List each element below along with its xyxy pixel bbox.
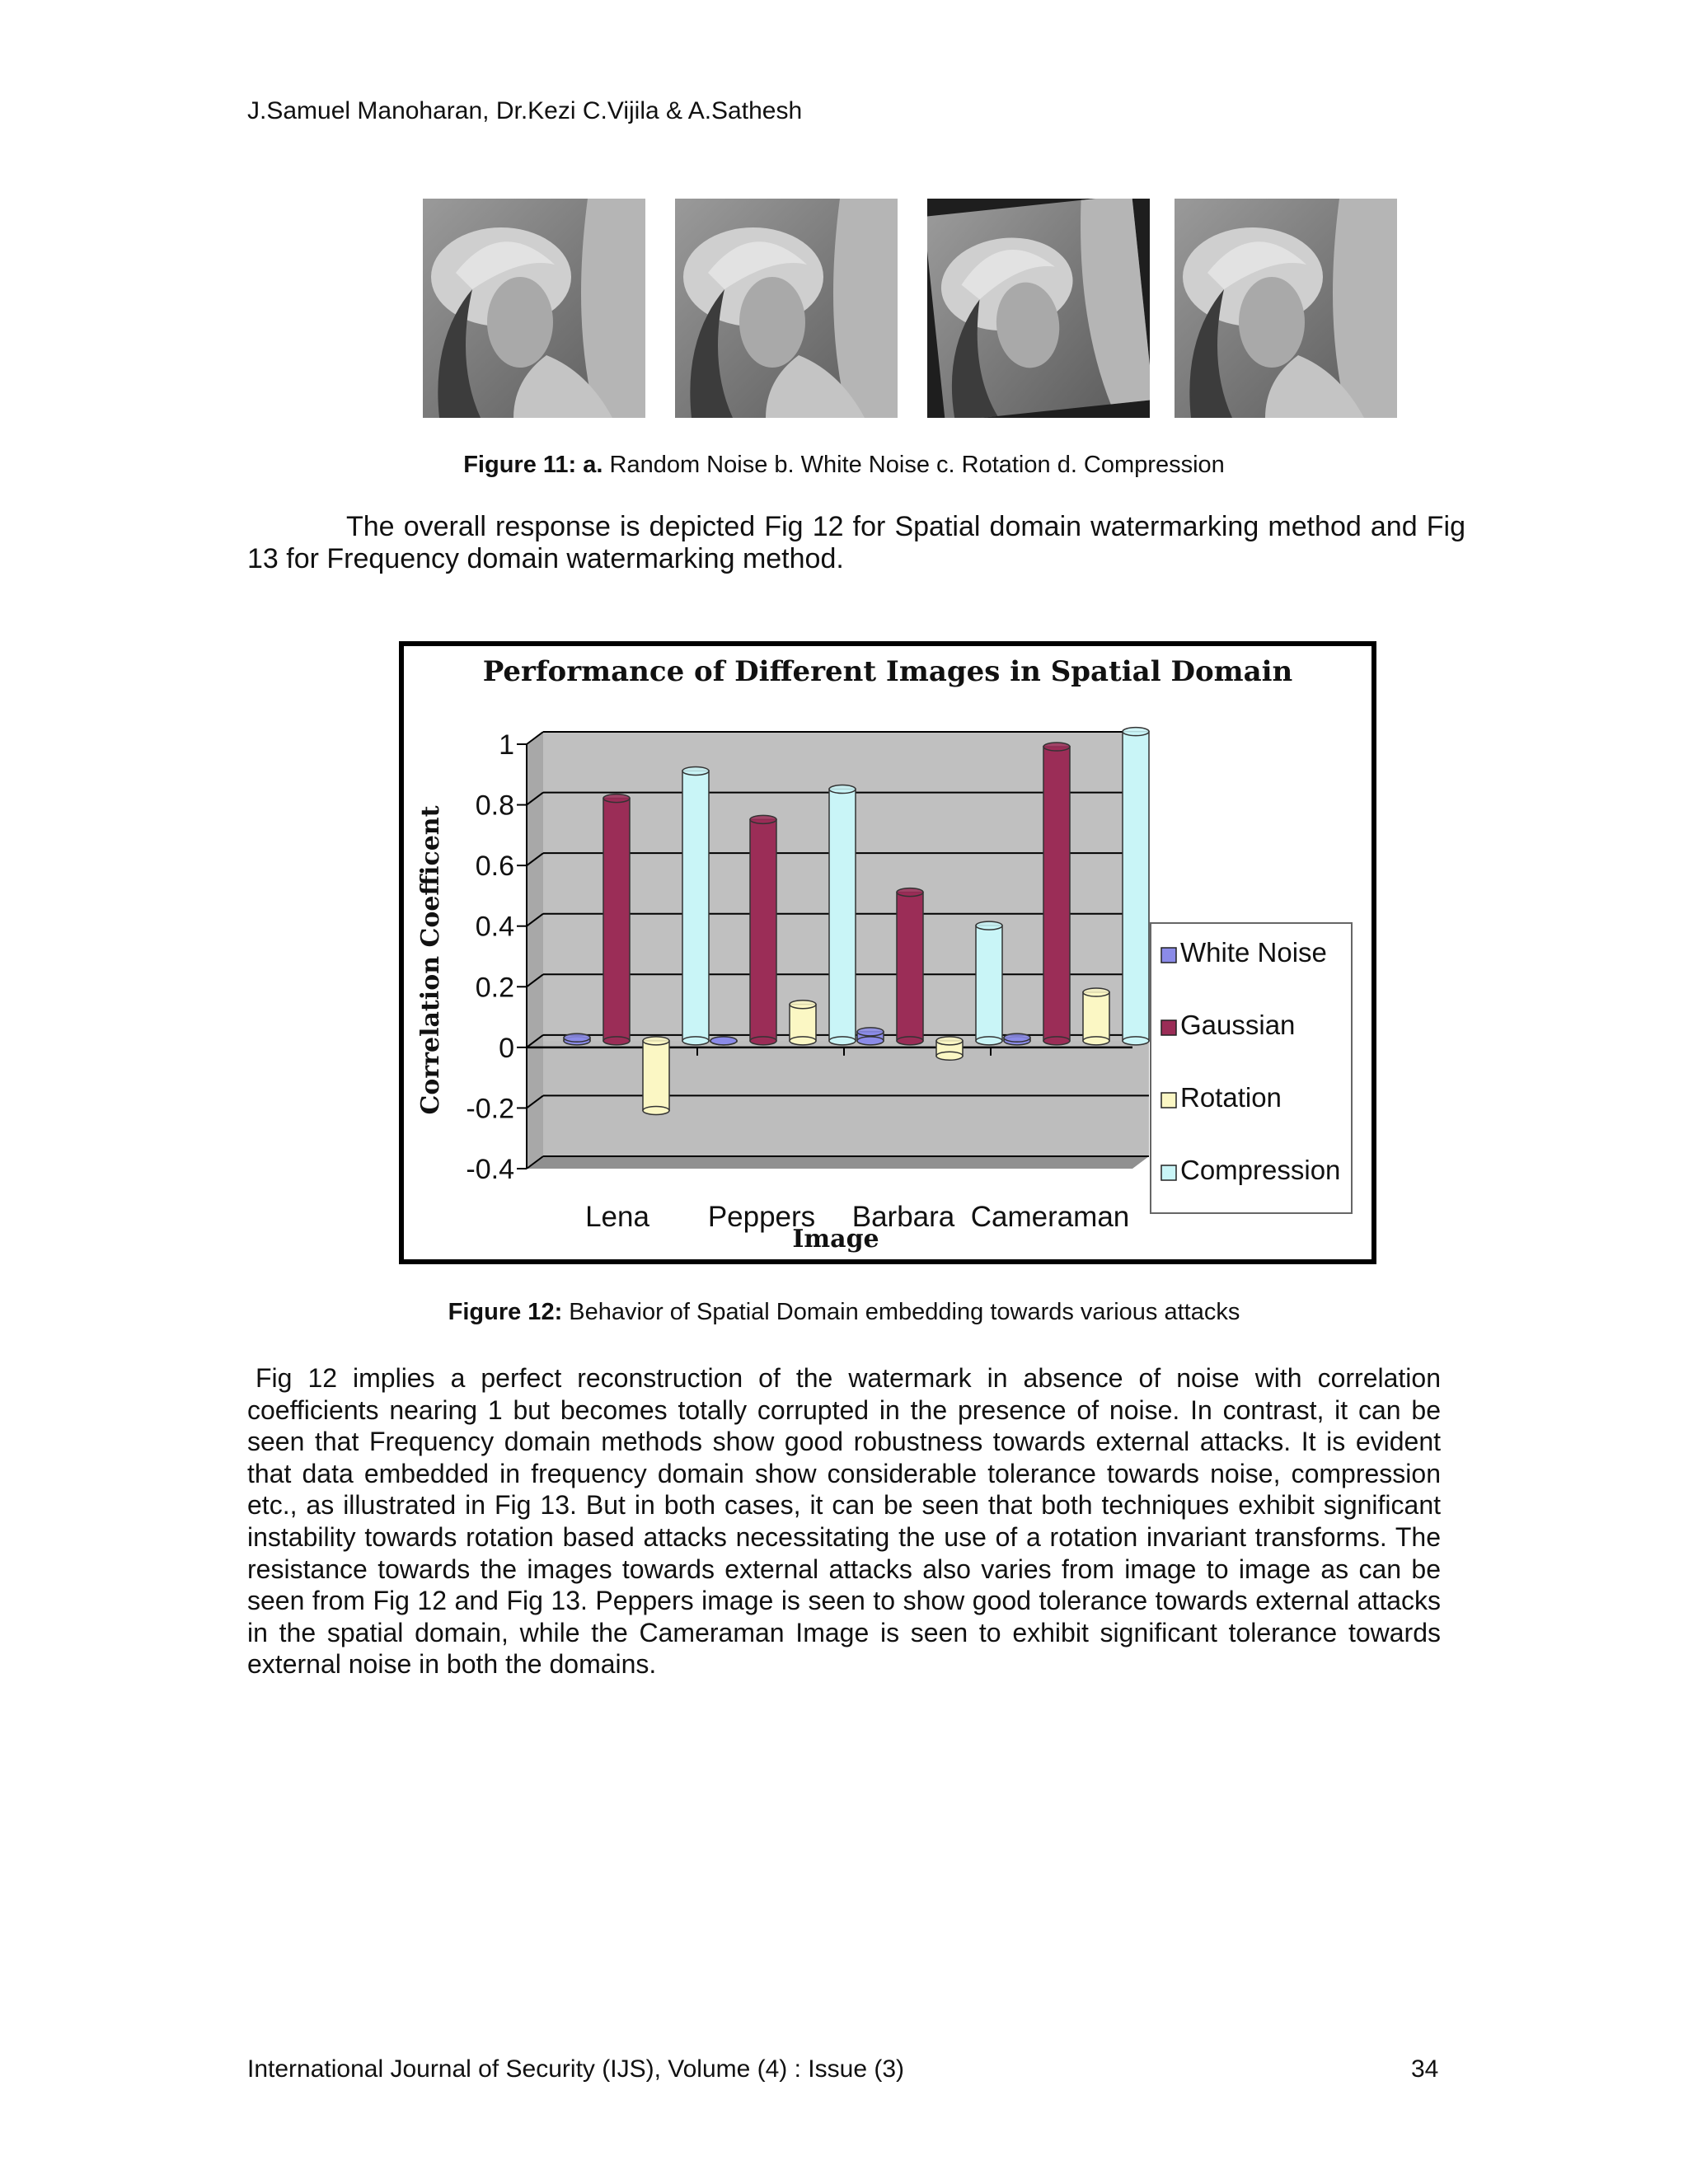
legend-swatch-gaussian [1161, 1020, 1176, 1035]
paragraph-2 [247, 1362, 1441, 1680]
legend-label-rotation: Rotation [1180, 1082, 1282, 1113]
bar-body [682, 771, 709, 1040]
figure-11-images [423, 199, 1397, 418]
y-tick-label: 0.6 [475, 851, 514, 883]
figure-12-chart [399, 641, 1376, 1264]
photo-white-noise [675, 199, 898, 418]
legend-label-white-noise: White Noise [1180, 937, 1327, 968]
bar-rotation-peppers [790, 1001, 816, 1045]
bar-cap [897, 888, 923, 897]
x-tick-label-cameraman: Cameraman [970, 1201, 1130, 1233]
bar-cap [643, 1037, 669, 1045]
bar-base [829, 1037, 856, 1045]
bar-cap [603, 794, 630, 803]
bar-cap [857, 1028, 884, 1036]
bar-cap [682, 766, 709, 775]
bar-compression-peppers [829, 785, 856, 1045]
bar-body [643, 1041, 669, 1111]
bar-gaussian-cameraman [1043, 743, 1070, 1045]
y-tick-label: -0.4 [466, 1154, 514, 1185]
bar-cap [1123, 728, 1149, 736]
bar-body [603, 799, 630, 1041]
figure-11-text: Random Noise b. White Noise c. Rotation d. Compression [603, 452, 1225, 478]
figure-11-label: Figure 11: a. [463, 452, 603, 478]
bar-rotation-barbara [936, 1037, 963, 1060]
legend-swatch-white-noise [1161, 948, 1176, 963]
bar-base [1083, 1037, 1109, 1045]
bar-compression-barbara [976, 921, 1002, 1045]
bar-body [976, 926, 1002, 1041]
figure-12-label: Figure 12: [448, 1299, 563, 1325]
bar-base [857, 1037, 884, 1045]
bar-base [603, 1037, 630, 1045]
paragraph-2-text: Fig 12 implies a perfect reconstruction of the watermark in absence of noise with correlation coefficients nearing 1 but becomes totally corrupted in the presence of noise. In contrast, it can be seen that Frequency domain methods show good robustness towards external attacks. It is evident that data embedded in frequency domain show considerable tolerance towards noise, compression etc., as illustrated in Fig 13. But in both cases, it can be seen that both techniques exhibit significant instability towards rotation based attacks necessitating the use of a rotation invariant transforms. The resistance towards the images towards external attacks also varies from image to image as can be seen from Fig 12 and Fig 13. Peppers image is seen to show good tolerance towards external attacks in the spatial domain, while the Cameraman Image is seen to exhibit significant tolerance towards external noise in both the domains. [247, 1363, 1441, 1680]
bar-cap [790, 1001, 816, 1009]
legend-swatch-compression [1161, 1165, 1176, 1180]
bar-gaussian-lena [603, 794, 630, 1045]
bar-body [829, 790, 856, 1041]
chart-title: Performance of Different Images in Spatial Domain [482, 655, 1293, 688]
bar-base [750, 1037, 776, 1045]
bar-compression-lena [682, 766, 709, 1044]
x-axis-title: Image [792, 1225, 879, 1254]
bar-body [897, 893, 923, 1041]
bar-white-noise-barbara [857, 1028, 884, 1045]
y-axis-title: Correlation Coefficent [416, 805, 445, 1115]
bar-base [976, 1037, 1002, 1045]
photo-rotation [927, 199, 1150, 418]
bar-cap [1083, 988, 1109, 996]
bar-base [1043, 1037, 1070, 1045]
y-tick-label: 0.8 [475, 790, 514, 822]
y-tick-label: -0.2 [466, 1093, 514, 1125]
legend-label-compression: Compression [1180, 1155, 1341, 1185]
bar-base [897, 1037, 923, 1045]
bar-base [643, 1106, 669, 1114]
bar-body [1043, 747, 1070, 1041]
bar-gaussian-barbara [897, 888, 923, 1045]
bar-gaussian-peppers [750, 815, 776, 1045]
bar-base [682, 1037, 709, 1045]
figure-12-text: Behavior of Spatial Domain embedding towards various attacks [562, 1299, 1240, 1325]
running-header: J.Samuel Manoharan, Dr.Kezi C.Vijila & A.Sathesh [247, 97, 803, 124]
bar-cap [564, 1033, 590, 1042]
plot-side-wall [527, 732, 543, 1169]
bar-cap [750, 815, 776, 823]
bar-body [790, 1005, 816, 1041]
bar-base [790, 1037, 816, 1045]
y-tick-label: 1 [499, 729, 514, 761]
bar-white-noise-peppers [710, 1037, 737, 1045]
y-tick-label: 0.4 [475, 911, 514, 943]
bar-cap [1043, 743, 1070, 751]
figure-12-caption [0, 1299, 1688, 1326]
footer-page-number: 34 [1411, 2055, 1439, 2083]
legend-swatch-rotation [1161, 1093, 1176, 1108]
bar-body [750, 819, 776, 1041]
bar-body [1083, 992, 1109, 1041]
bar-rotation-cameraman [1083, 988, 1109, 1045]
bar-cap [829, 785, 856, 794]
legend-label-gaussian: Gaussian [1180, 1010, 1296, 1040]
bar-cap [1004, 1033, 1030, 1042]
bar-base [1123, 1037, 1149, 1045]
bar-white-noise-cameraman [1004, 1033, 1030, 1045]
bar-compression-cameraman [1123, 728, 1149, 1045]
paragraph-1-text: The overall response is depicted Fig 12 for Spatial domain watermarking method and Fig 13 for Frequency domain watermarking method. [247, 511, 1465, 574]
chart-legend [1151, 923, 1352, 1213]
bar-white-noise-lena [564, 1033, 590, 1045]
bar-cap [710, 1037, 737, 1045]
footer-journal: International Journal of Security (IJS), Volume (4) : Issue (3) [247, 2055, 905, 2083]
x-tick-label-barbara: Barbara [851, 1201, 955, 1233]
bar-cap [976, 921, 1002, 930]
x-tick-label-lena: Lena [585, 1201, 649, 1233]
photo-random-noise [423, 199, 645, 418]
figure-11-caption [0, 452, 1688, 479]
paragraph-1 [247, 511, 1465, 575]
bar-base [936, 1052, 963, 1060]
plot-floor [527, 1156, 1149, 1169]
x-tick-label-peppers: Peppers [707, 1201, 816, 1233]
photo-compression [1175, 199, 1397, 418]
bar-rotation-lena [643, 1037, 669, 1115]
y-tick-label: 0.2 [475, 972, 514, 1004]
plot-lower-wall [543, 1041, 1149, 1156]
bar-body [1123, 732, 1149, 1041]
bar-cap [936, 1037, 963, 1045]
y-tick-label: 0 [499, 1032, 514, 1064]
